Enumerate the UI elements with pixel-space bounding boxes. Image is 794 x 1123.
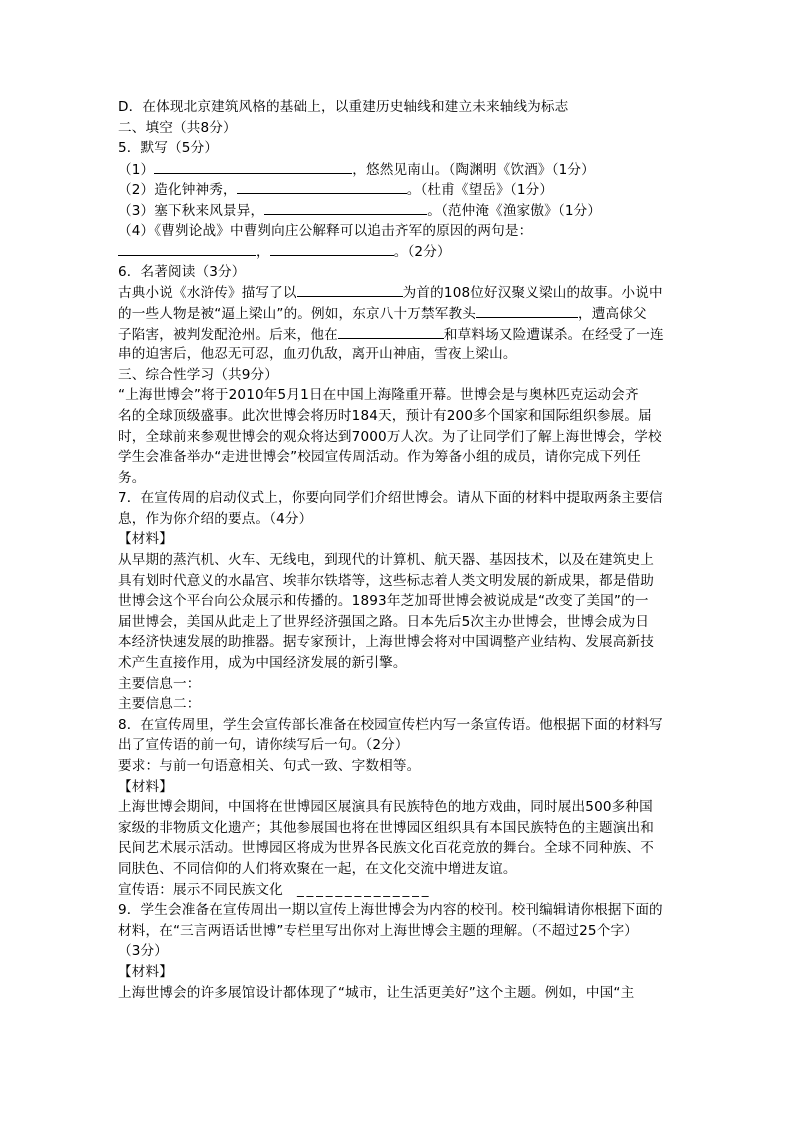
q5-item-2-source: 。（杜甫《望岳》（1分） xyxy=(406,182,554,199)
document-page xyxy=(118,97,678,1003)
question-8-line-1: 8．在宣传周里，学生会宣传部长准备在校园宣传栏内写一条宣传语。他根据下面的材料写 xyxy=(118,716,663,733)
q6-line-4: 串的迫害后，他忍无可忍，血刃仇敌，离开山神庙，雪夜上梁山。 xyxy=(118,346,517,363)
material-7-line-6: 术产生直接作用，成为中国经济发展的新引擎。 xyxy=(118,655,407,672)
answer-blank[interactable] xyxy=(338,324,444,339)
question-9-score: （3分） xyxy=(118,943,169,960)
question-8-requirement: 要求：与前一句语意相关、句式一致、字数相等。 xyxy=(118,758,421,774)
q6-text-f: 和草料场又险遭谋杀。在经受了一连 xyxy=(443,326,664,343)
question-6-title: 6．名著阅读（3分） xyxy=(118,263,246,280)
q5-item-1 xyxy=(118,159,678,180)
question-5-title: 5．默写（5分） xyxy=(118,140,219,157)
q6-line-2 xyxy=(118,303,678,324)
material-7-line-1: 从早期的蒸汽机、火车、无线电，到现代的计算机、航天器、基因技术，以及在建筑史上 xyxy=(118,552,655,569)
slogan-prefix: 宣传语：展示不同民族文化 xyxy=(118,881,283,898)
intro-line-4: 学生会准备举办“走进世博会”校园宣传周活动。作为筹备小组的成员，请你完成下列任 xyxy=(118,449,641,466)
material-7-line-5: 本经济快速发展的助推器。据专家预计，上海世博会将对中国调整产业结构、发展高新技 xyxy=(118,634,655,651)
material-9-line-1: 上海世博会的许多展馆设计都体现了“城市，让生活更美好”这个主题。例如，中国“主 xyxy=(118,984,635,1001)
material-7-line-3: 世博会这个平台向公众展示和传播的。1893年芝加哥世博会被说成是“改变了美国”的一 xyxy=(118,593,649,610)
material-label: 【材料】 xyxy=(118,778,173,795)
q5-item-3-text: （3）塞下秋来风景异， xyxy=(118,202,265,219)
answer-blank[interactable] xyxy=(154,159,352,174)
q6-text-e: 子陷害，被判发配沧州。后来，他在 xyxy=(118,326,338,343)
question-7-line-1: 7．在宣传周的启动仪式上，你要向同学们介绍世博会。请从下面的材料中提取两条主要信 xyxy=(118,490,663,507)
q5-item-4: （4）《曹刿论战》中曹刿向庄公解释可以追击齐军的原因的两句是： xyxy=(118,222,533,239)
main-info-1: 主要信息一： xyxy=(118,675,201,692)
section-heading-comprehensive: 三、综合性学习（共9分） xyxy=(118,366,278,383)
option-d: D．在体现北京建筑风格的基础上，以重建历史轴线和建立未来轴线为标志 xyxy=(118,99,569,115)
q5-item-4-answer xyxy=(118,241,678,262)
material-8-line-3: 民间艺术展示活动。世博园区将成为世界各民族文化百花竞放的舞台。全球不同种族、不 xyxy=(118,840,655,857)
material-7-line-2: 具有划时代意义的水晶宫、埃菲尔铁塔等，这些标志着人类文明发展的新成果，都是借助 xyxy=(118,572,655,589)
answer-blank[interactable] xyxy=(476,303,578,318)
material-8-line-2: 家级的非物质文化遗产；其他参展国也将在世博园区组织具有本国民族特色的主题演出和 xyxy=(118,819,655,836)
q6-text-c: 的一些人物是被“逼上梁山”的。例如，东京八十万禁军教头 xyxy=(118,305,476,322)
answer-blank[interactable] xyxy=(237,179,407,194)
question-7-line-2: 息，作为你介绍的要点。（4分） xyxy=(118,510,313,527)
intro-line-3: 时，全球前来参观世博会的观众将达到7000万人次。为了让同学们了解上海世博会，学校 xyxy=(118,428,662,445)
material-7-line-4: 届世博会，美国从此走上了世界经济强国之路。日本先后5次主办世博会，世博会成为日 xyxy=(118,613,650,630)
section-heading-fill-blank: 二、填空（共8分） xyxy=(118,119,237,136)
answer-blank[interactable] xyxy=(270,241,394,256)
q5-item-1-text: ，悠然见南山。（陶渊明《饮酒》（1分） xyxy=(352,161,595,178)
material-8-line-1: 上海世博会期间，中国将在世博园区展演具有民族特色的地方戏曲，同时展出500多种国 xyxy=(118,799,653,816)
q6-text-a: 古典小说《水浒传》描写了以 xyxy=(118,285,297,302)
material-label: 【材料】 xyxy=(118,963,173,980)
intro-line-5: 务。 xyxy=(118,469,146,486)
main-info-2: 主要信息二： xyxy=(118,696,201,713)
material-label: 【材料】 xyxy=(118,531,173,548)
intro-line-1: “上海世博会”将于2010年5月1日在中国上海隆重开幕。世博会是与奥林匹克运动会齐 xyxy=(118,387,639,404)
comma: ， xyxy=(256,244,270,261)
q6-text-b: 为首的108位好汉聚义梁山的故事。小说中 xyxy=(402,285,663,302)
slogan-answer-blank[interactable]: ______________ xyxy=(296,881,432,898)
answer-blank[interactable] xyxy=(264,200,427,215)
q5-item-2-text: （2）造化钟神秀， xyxy=(118,182,237,199)
intro-line-2: 名的全球顶级盛事。此次世博会将历时184天，预计有200多个国家和国际组织参展。届 xyxy=(118,407,652,424)
q5-item-2 xyxy=(118,179,678,200)
q5-item-1-prefix: （1） xyxy=(118,161,155,178)
slogan-line xyxy=(118,880,678,901)
q6-text-d: ，遭高俅父 xyxy=(577,305,647,322)
question-8-line-2: 出了宣传语的前一句，请你续写后一句。（2分） xyxy=(118,737,409,754)
answer-blank[interactable] xyxy=(297,282,403,297)
score-note: 。（2分） xyxy=(393,244,451,261)
q5-item-3-source: 。（范仲淹《渔家傲》（1分） xyxy=(427,202,602,219)
answer-blank[interactable] xyxy=(118,241,256,256)
question-9-line-1: 9．学生会准备在宣传周出一期以宣传上海世博会为内容的校刊。校刊编辑请你根据下面的 xyxy=(118,902,663,919)
q5-item-3 xyxy=(118,200,678,221)
q6-line-1 xyxy=(118,282,678,303)
q6-line-3 xyxy=(118,324,678,345)
material-8-line-4: 同肤色、不同信仰的人们将欢聚在一起，在文化交流中增进友谊。 xyxy=(118,860,517,877)
question-9-line-2: 材料，在“三言两语话世博”专栏里写出你对上海世博会主题的理解。（不超过25个字） xyxy=(118,922,638,939)
